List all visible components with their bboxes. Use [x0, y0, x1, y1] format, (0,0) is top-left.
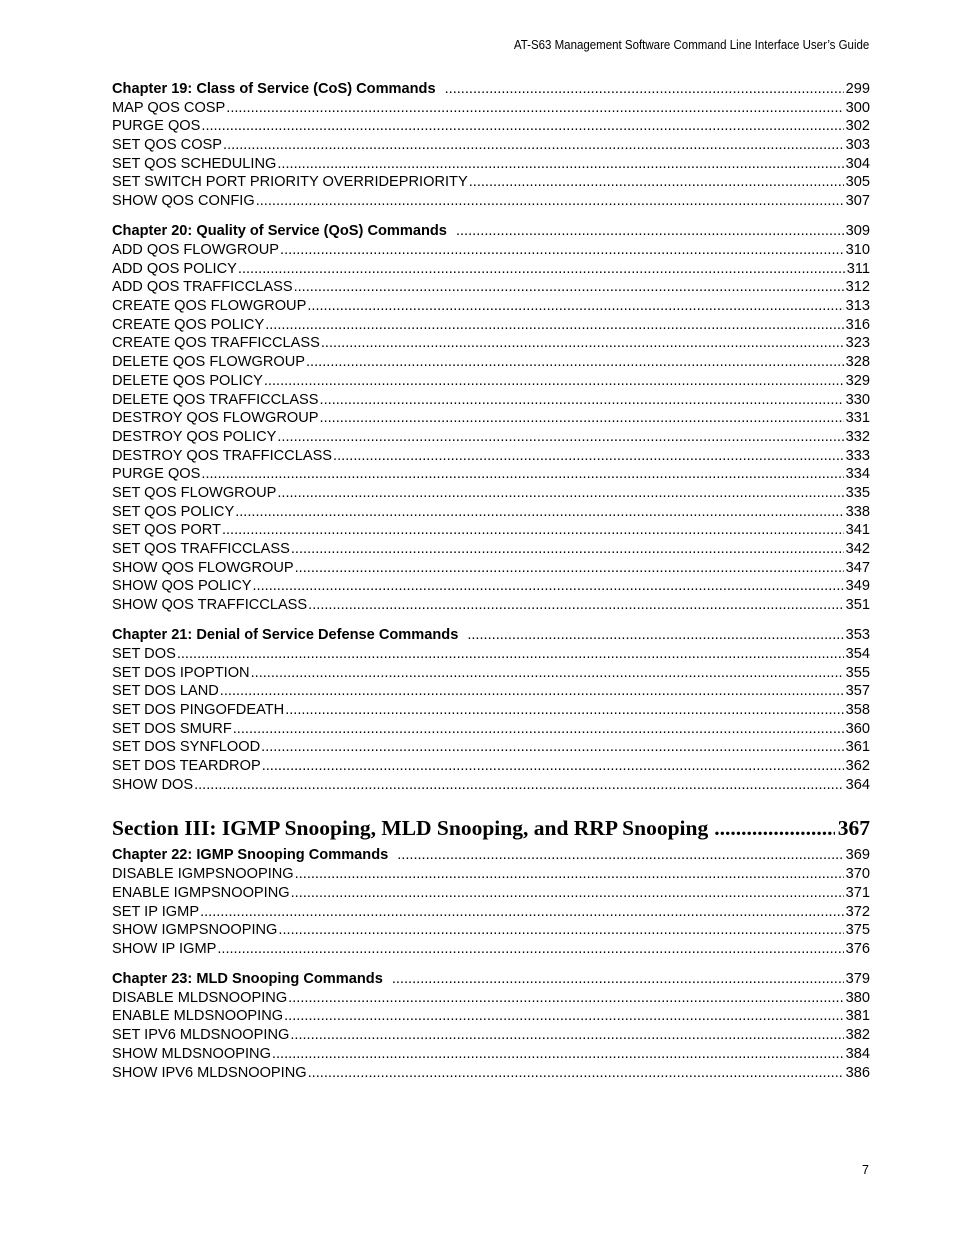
toc-entry-title: SHOW IPV6 MLDSNOOPING [112, 1064, 307, 1081]
dot-leader [261, 738, 844, 757]
toc-entry-title: SHOW QOS CONFIG [112, 193, 255, 210]
toc-entry-title: SET DOS TEARDROP [112, 758, 261, 775]
dot-leader [177, 645, 844, 664]
chapter-heading-title: Chapter 20: Quality of Service (QoS) Commands [112, 223, 447, 240]
dot-leader [714, 812, 835, 844]
toc-entry[interactable] [112, 1026, 870, 1045]
toc-entry-title: SET SWITCH PORT PRIORITY OVERRIDEPRIORITY [112, 174, 468, 191]
chapter-gap [112, 211, 870, 223]
toc-entry[interactable] [112, 903, 870, 922]
toc-entry-title: MAP QOS COSP [112, 99, 226, 116]
dot-leader [220, 682, 844, 701]
toc-entry-page: 332 [845, 428, 870, 445]
toc-entry-title: ADD QOS TRAFFICCLASS [112, 279, 293, 296]
toc-entry-title: SET DOS [112, 645, 176, 662]
dot-leader [277, 155, 843, 174]
chapter-heading-title: Chapter 21: Denial of Service Defense Commands [112, 627, 459, 644]
toc-entry-title: SHOW QOS FLOWGROUP [112, 559, 294, 576]
toc-entry-title: ENABLE IGMPSNOOPING [112, 884, 290, 901]
toc-entry-page: 361 [845, 739, 870, 756]
toc-entry-title: DESTROY QOS TRAFFICCLASS [112, 447, 333, 464]
chapter-heading-page: 369 [845, 847, 870, 864]
toc-entry[interactable] [112, 884, 870, 903]
toc-entry-page: 380 [845, 989, 870, 1006]
toc-entry[interactable] [112, 865, 870, 884]
toc-entry-page: 342 [845, 541, 870, 557]
toc-entry[interactable] [112, 989, 870, 1008]
dot-leader [290, 1026, 843, 1045]
toc-entry[interactable] [112, 428, 870, 447]
dot-leader [201, 117, 843, 136]
toc-entry-page: 341 [845, 522, 870, 539]
toc-entry-page: 330 [845, 391, 870, 408]
chapter-heading[interactable] [112, 80, 870, 99]
toc-entry-page: 304 [845, 155, 870, 172]
toc-entry-page: 329 [845, 372, 870, 389]
toc-entry-page: 372 [845, 903, 870, 920]
toc-entry[interactable] [112, 155, 870, 174]
toc-entry[interactable] [112, 278, 870, 297]
toc-entry-title: DELETE QOS POLICY [112, 372, 263, 389]
toc-entry-title: ENABLE MLDSNOOPING [112, 1008, 284, 1025]
toc-entry-title: SHOW QOS POLICY [112, 578, 252, 595]
dot-leader [291, 884, 844, 903]
toc-entry-title: CREATE QOS FLOWGROUP [112, 298, 307, 315]
chapter-heading[interactable] [112, 970, 870, 989]
toc-entry-title: DESTROY QOS POLICY [112, 428, 277, 445]
toc-entry-page: 371 [845, 884, 870, 901]
chapters-after-section [112, 846, 870, 1082]
toc-entry-title: SET QOS PORT [112, 522, 221, 539]
dot-leader [295, 559, 844, 578]
chapter-heading[interactable] [112, 626, 870, 645]
toc-entry-title: SHOW MLDSNOOPING [112, 1045, 271, 1062]
toc-entry[interactable] [112, 757, 870, 776]
toc-entry[interactable] [112, 720, 870, 739]
toc-entry[interactable] [112, 776, 870, 795]
toc-entry-page: 313 [845, 298, 870, 315]
toc-entry[interactable] [112, 521, 870, 540]
toc-entry-page: 358 [845, 702, 870, 718]
toc-entry[interactable] [112, 260, 870, 279]
toc-entry-page: 328 [845, 354, 870, 371]
toc-entry-title: DISABLE IGMPSNOOPING [112, 866, 294, 883]
dot-leader [223, 136, 844, 155]
toc-entry-title: DISABLE MLDSNOOPING [112, 989, 288, 1006]
toc-entry-page: 311 [846, 260, 870, 277]
chapter-gap [112, 615, 870, 627]
toc-entry[interactable] [112, 503, 870, 522]
dot-leader [307, 297, 843, 316]
toc-entry[interactable] [112, 173, 870, 192]
dot-leader [277, 428, 843, 447]
toc-entry-title: SHOW IP IGMP [112, 940, 217, 957]
toc-entry-title: SHOW DOS [112, 776, 194, 793]
toc-entry-page: 323 [845, 335, 870, 352]
toc-entry[interactable] [112, 577, 870, 596]
dot-leader [445, 80, 844, 99]
toc-entry-page: 362 [845, 758, 870, 775]
toc-entry-page: 310 [845, 242, 870, 258]
toc-entry-title: DELETE QOS TRAFFICCLASS [112, 391, 319, 408]
dot-leader [306, 353, 844, 372]
toc-entry-page: 364 [845, 776, 870, 793]
toc-entry-title: ADD QOS FLOWGROUP [112, 242, 280, 258]
toc-entry-title: CREATE QOS POLICY [112, 316, 265, 333]
toc-entry-title: SET QOS SCHEDULING [112, 155, 277, 172]
dot-leader [397, 846, 843, 865]
toc-entry-page: 347 [845, 559, 870, 576]
dot-leader [308, 1064, 844, 1083]
dot-leader [272, 1045, 844, 1064]
running-header: AT-S63 Management Software Command Line Interface User’s Guide [513, 38, 869, 52]
chapter-heading-title: Chapter 22: IGMP Snooping Commands [112, 847, 389, 864]
toc-entry-page: 334 [845, 466, 870, 483]
dot-leader [280, 241, 844, 260]
toc-entry-page: 381 [845, 1008, 870, 1025]
toc-entry-page: 386 [845, 1064, 870, 1081]
toc-entry-page: 302 [845, 118, 870, 135]
chapter-heading-title: Chapter 23: MLD Snooping Commands [112, 971, 383, 988]
chapter-gap [112, 959, 870, 971]
toc-entry[interactable] [112, 1045, 870, 1064]
dot-leader [194, 776, 844, 795]
chapter-heading[interactable] [112, 222, 870, 241]
toc-entry[interactable] [112, 297, 870, 316]
chapter-heading-page: 309 [845, 223, 870, 240]
toc-entry-page: 382 [845, 1027, 870, 1044]
toc-entry-page: 354 [845, 645, 870, 662]
dot-leader [295, 865, 844, 884]
dot-leader [285, 701, 843, 720]
dot-leader [222, 521, 844, 540]
dot-leader [294, 278, 844, 297]
toc-entry-page: 349 [845, 578, 870, 595]
toc-entry-title: SET DOS SYNFLOOD [112, 739, 261, 756]
dot-leader [200, 903, 844, 922]
dot-leader [201, 465, 843, 484]
chapters-before-section [112, 80, 870, 794]
toc-entry-title: SET QOS TRAFFICCLASS [112, 541, 290, 557]
dot-leader [320, 391, 844, 410]
toc-entry-page: 316 [845, 316, 870, 333]
dot-leader [278, 921, 843, 940]
toc-entry[interactable] [112, 484, 870, 503]
toc-entry[interactable] [112, 645, 870, 664]
toc-entry-title: SHOW IGMPSNOOPING [112, 922, 278, 939]
dot-leader [251, 664, 844, 683]
toc-entry-title: ADD QOS POLICY [112, 260, 237, 277]
dot-leader [235, 503, 843, 522]
dot-leader [264, 372, 844, 391]
toc-entry[interactable] [112, 391, 870, 410]
dot-leader [217, 940, 843, 959]
toc-entry[interactable] [112, 701, 870, 720]
toc-entry[interactable] [112, 738, 870, 757]
toc-entry[interactable] [112, 136, 870, 155]
toc-entry[interactable] [112, 117, 870, 136]
dot-leader [252, 577, 843, 596]
dot-leader [277, 484, 843, 503]
toc-entry[interactable] [112, 241, 870, 260]
toc-entry-title: DESTROY QOS FLOWGROUP [112, 410, 319, 427]
chapter-heading[interactable] [112, 846, 870, 865]
toc-entry-title: PURGE QOS [112, 118, 201, 135]
dot-leader [288, 989, 843, 1008]
toc-entry-title: SET QOS COSP [112, 137, 223, 154]
dot-leader [469, 173, 844, 192]
dot-leader [233, 720, 844, 739]
toc-entry-title: SET DOS PINGOFDEATH [112, 702, 285, 718]
toc-entry-title: SET QOS POLICY [112, 503, 235, 520]
toc-entry-page: 303 [845, 137, 870, 154]
toc-entry-page: 351 [845, 597, 870, 614]
dot-leader [291, 540, 844, 559]
chapter-heading-page: 379 [845, 971, 870, 988]
toc-entry-title: SET IPV6 MLDSNOOPING [112, 1027, 290, 1044]
page-number: 7 [862, 1163, 869, 1177]
chapter-heading-page: 353 [845, 627, 870, 644]
chapter-heading-page: 299 [845, 81, 870, 97]
dot-leader [456, 222, 844, 241]
section-page: 367 [837, 816, 870, 841]
toc-entry-page: 312 [845, 279, 870, 296]
toc-entry-title: DELETE QOS FLOWGROUP [112, 354, 305, 371]
toc-entry[interactable] [112, 1064, 870, 1083]
toc-entry[interactable] [112, 447, 870, 466]
toc-entry[interactable] [112, 940, 870, 959]
toc-entry-page: 338 [845, 503, 870, 520]
toc-entry-title: CREATE QOS TRAFFICCLASS [112, 335, 320, 352]
toc-entry-page: 335 [845, 484, 870, 501]
toc-entry[interactable] [112, 540, 870, 559]
toc-entry-page: 357 [845, 683, 870, 700]
dot-leader [308, 596, 843, 615]
dot-leader [256, 192, 844, 211]
toc-entry-title: SET IP IGMP [112, 903, 200, 920]
dot-leader [262, 757, 844, 776]
toc-entry-title: SET DOS LAND [112, 683, 219, 700]
toc-entry-page: 333 [845, 447, 870, 464]
toc-entry-title: SET DOS IPOPTION [112, 664, 250, 681]
toc-entry-title: SHOW QOS TRAFFICCLASS [112, 597, 308, 614]
dot-leader [320, 409, 844, 428]
dot-leader [265, 316, 843, 335]
toc-entry-page: 376 [845, 940, 870, 957]
dot-leader [226, 99, 843, 118]
toc-entry[interactable] [112, 334, 870, 353]
toc-entry[interactable] [112, 465, 870, 484]
toc-entry[interactable] [112, 596, 870, 615]
toc-entry-page: 300 [845, 99, 870, 116]
dot-leader [333, 447, 844, 466]
toc-entry[interactable] [112, 921, 870, 940]
toc-entry[interactable] [112, 372, 870, 391]
toc-entry-page: 360 [845, 720, 870, 737]
toc-entry-title: PURGE QOS [112, 466, 201, 483]
chapter-heading-title: Chapter 19: Class of Service (CoS) Commands [112, 81, 436, 97]
toc-entry[interactable] [112, 682, 870, 701]
toc-entry-page: 307 [845, 193, 870, 210]
toc-entry-title: SET QOS FLOWGROUP [112, 484, 277, 501]
dot-leader [392, 970, 844, 989]
toc-entry[interactable] [112, 316, 870, 335]
dot-leader [321, 334, 844, 353]
dot-leader [238, 260, 845, 279]
toc-entry[interactable] [112, 664, 870, 683]
toc-entry-page: 355 [845, 664, 870, 681]
toc-entry[interactable] [112, 99, 870, 118]
toc-entry[interactable] [112, 192, 870, 211]
toc-entry[interactable] [112, 559, 870, 578]
toc-entry[interactable] [112, 409, 870, 428]
section-heading[interactable] [112, 812, 870, 844]
toc-entry-page: 305 [845, 174, 870, 191]
section-title: Section III: IGMP Snooping, MLD Snooping, and RRP Snooping [112, 816, 709, 841]
toc-entry-page: 375 [845, 922, 870, 939]
toc-entry-page: 370 [845, 866, 870, 883]
toc-entry-page: 384 [845, 1045, 870, 1062]
toc-entry[interactable] [112, 1007, 870, 1026]
toc-entry-title: SET DOS SMURF [112, 720, 232, 737]
dot-leader [284, 1007, 844, 1026]
table-of-contents [112, 80, 870, 1082]
dot-leader [467, 626, 843, 645]
toc-entry[interactable] [112, 353, 870, 372]
toc-entry-page: 331 [845, 410, 870, 427]
